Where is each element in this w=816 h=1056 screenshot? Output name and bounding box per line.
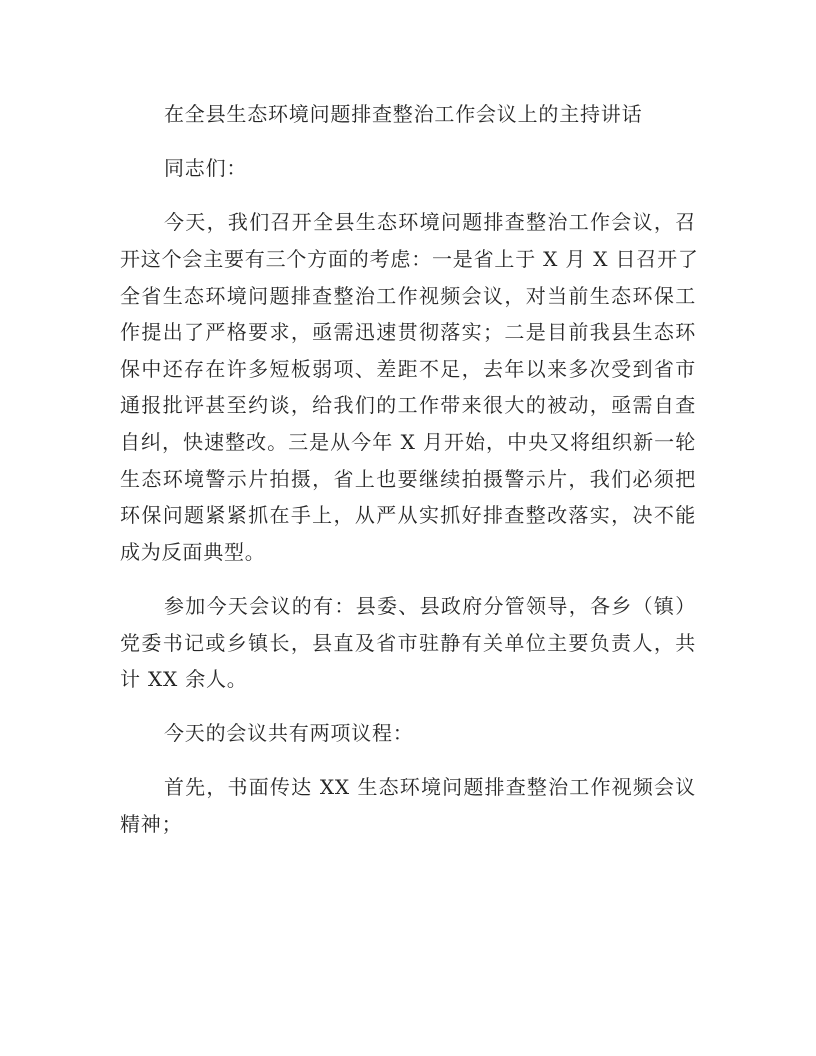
paragraph-line: 精神； bbox=[120, 812, 183, 837]
salutation: 同志们： bbox=[164, 156, 248, 181]
paragraph-line: 自纠，快速整改。三是从今年 X 月开始，中央又将组织新一轮 bbox=[120, 429, 696, 454]
paragraph-line: 环保问题紧紧抓在手上，从严从实抓好排查整改落实，决不能 bbox=[120, 503, 696, 528]
paragraph-agenda-intro bbox=[120, 715, 696, 752]
paragraph-agenda-first bbox=[120, 769, 696, 842]
paragraph-line: 开这个会主要有三个方面的考虑：一是省上于 X 月 X 日召开了 bbox=[120, 246, 699, 271]
paragraph-attendees bbox=[120, 588, 696, 698]
document-title: 在全县生态环境问题排查整治工作会议上的主持讲话 bbox=[164, 102, 643, 126]
paragraph-line: 计 XX 余人。 bbox=[120, 667, 248, 692]
paragraph-line: 全省生态环境问题排查整治工作视频会议，对当前生态环保工 bbox=[120, 283, 696, 308]
paragraph-line: 作提出了严格要求，亟需迅速贯彻落实；二是目前我县生态环 bbox=[120, 320, 696, 345]
paragraph-considerations bbox=[120, 204, 699, 570]
paragraph-line: 党委书记或乡镇长，县直及省市驻静有关单位主要负责人，共 bbox=[120, 630, 696, 655]
paragraph-line: 参加今天会议的有：县委、县政府分管领导，各乡（镇） bbox=[164, 593, 696, 618]
paragraph-line: 今天的会议共有两项议程： bbox=[164, 721, 414, 746]
paragraph-line: 保中还存在许多短板弱项、差距不足，去年以来多次受到省市 bbox=[120, 356, 696, 381]
document-body bbox=[120, 96, 699, 843]
paragraph-line: 今天，我们召开全县生态环境问题排查整治工作会议，召 bbox=[164, 210, 696, 235]
paragraph-line: 生态环境警示片拍摄，省上也要继续拍摄警示片，我们必须把 bbox=[120, 466, 696, 491]
paragraph-line: 首先，书面传达 XX 生态环境问题排查整治工作视频会议 bbox=[164, 775, 696, 800]
paragraph-line: 成为反面典型。 bbox=[120, 539, 266, 564]
paragraph-line: 通报批评甚至约谈，给我们的工作带来很大的被动，亟需自查 bbox=[120, 393, 696, 418]
